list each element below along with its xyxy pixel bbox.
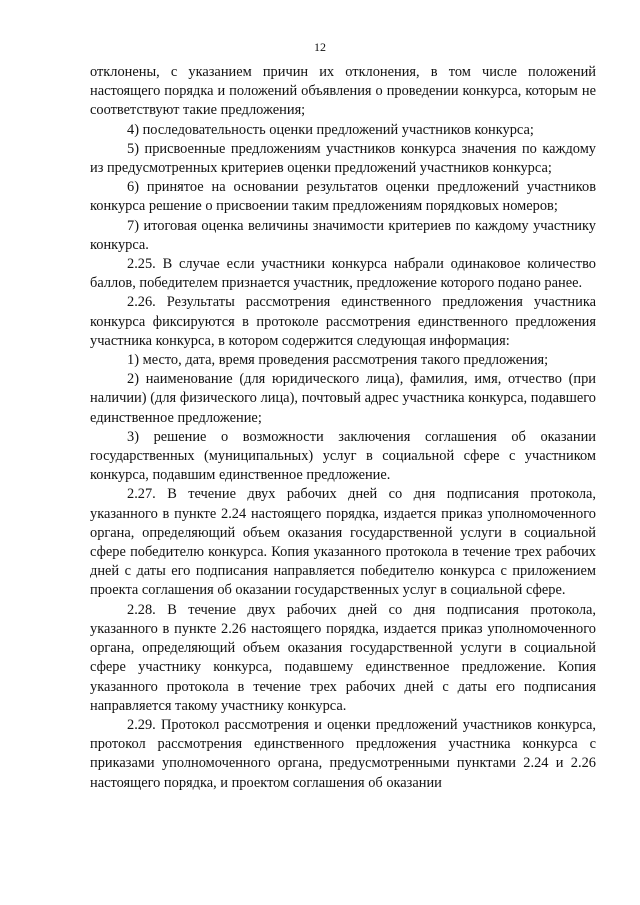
paragraph: 4) последовательность оценки предложений участников конкурса; (127, 121, 534, 138)
page-number: 12 (314, 40, 326, 54)
paragraph: отклонены, с указанием причин их отклонения, в том числе положений настоящего порядка и положений объявления о проведении конкурса, которым не соответствуют такие предложения; (90, 64, 596, 119)
paragraph: 5) присвоенные предложениям участников конкурса значения по каждому из предусмотренных критериев оценки предложений участников конкурса; (90, 140, 596, 177)
paragraph: 3) решение о возможности заключения соглашения об оказании государственных (муниципальных) услуг в социальной сфере с участником конкурса, подавшим единственное предложение. (90, 428, 596, 484)
paragraph: 2.29. Протокол рассмотрения и оценки предложений участников конкурса, протокол рассмотрения единственного предложения участника конкурса с приказами уполномоченного органа, предусмотренными пунктами 2.24 и 2.26 настоящего порядка, и проектом соглашения об оказании (90, 716, 596, 791)
paragraph: 7) итоговая оценка величины значимости критериев по каждому участнику конкурса. (90, 217, 596, 253)
document-body (90, 63, 596, 793)
paragraph: 2.25. В случае если участники конкурса набрали одинаковое количество баллов, победителем признается участник, предложение которого подано ранее. (90, 256, 596, 292)
paragraph: 2.28. В течение двух рабочих дней со дня подписания протокола, указанного в пункте 2.26 настоящего порядка, издается приказ уполномоченного органа, определяющий объем оказания государственной услуги в социальной сфере участнику конкурса, подавшему единственное предложение. Копия указанного протокола в течение трех рабочих дней с даты его подписания направляется такому участнику конкурса. (90, 601, 596, 714)
paragraph: 2.26. Результаты рассмотрения единственного предложения участника конкурса фиксируются в протоколе рассмотрения единственного предложения участника конкурса, в котором содержится следующая информация: (90, 294, 596, 349)
paragraph: 1) место, дата, время проведения рассмотрения такого предложения; (127, 352, 549, 369)
paragraph: 6) принятое на основании результатов оценки предложений участников конкурса решение о присвоении таким предложениям порядковых номеров; (90, 179, 596, 215)
paragraph: 2) наименование (для юридического лица), фамилия, имя, отчество (при наличии) (для физического лица), почтовый адрес участника конкурса, подавшего единственное предложение; (90, 371, 596, 426)
paragraph: 2.27. В течение двух рабочих дней со дня подписания протокола, указанного в пункте 2.24 настоящего порядка, издается приказ уполномоченного органа, определяющий объем оказания государственной услуги в социальной сфере победителю конкурса. Копия указанного протокола в течение трех рабочих дней с даты его подписания направляется победителю конкурса с приложением проекта соглашения об оказании государственных услуг в социальной сфере. (90, 486, 596, 599)
